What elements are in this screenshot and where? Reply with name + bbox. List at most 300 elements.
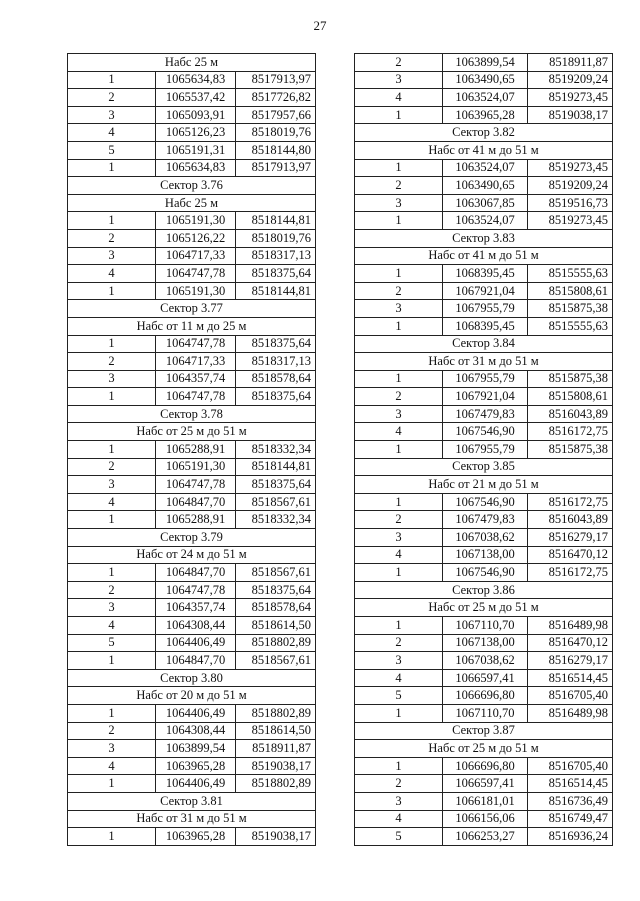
coord-y: 8515875,38 — [528, 300, 613, 318]
coord-y: 8519038,17 — [236, 828, 316, 846]
section-header-row — [355, 740, 613, 758]
point-number: 2 — [355, 511, 443, 529]
table-row — [355, 634, 613, 652]
coord-x: 1065191,30 — [156, 458, 236, 476]
coord-x: 1067138,00 — [443, 634, 528, 652]
table-row — [355, 194, 613, 212]
coord-y: 8518019,76 — [236, 124, 316, 142]
coord-y: 8519209,24 — [528, 71, 613, 89]
coord-y: 8515555,63 — [528, 265, 613, 283]
section-header-row — [68, 546, 316, 564]
table-row — [68, 282, 316, 300]
section-header: Сектор 3.76 — [68, 177, 316, 195]
section-header: Набс от 25 м до 51 м — [355, 740, 613, 758]
coord-x: 1063965,28 — [443, 106, 528, 124]
coord-y: 8518614,50 — [236, 722, 316, 740]
section-header: Набс от 25 м до 51 м — [355, 599, 613, 617]
page-number: 27 — [313, 18, 327, 33]
coord-x: 1063524,07 — [443, 212, 528, 230]
section-header: Сектор 3.85 — [355, 458, 613, 476]
coord-y: 8518144,81 — [236, 282, 316, 300]
table-row — [68, 71, 316, 89]
point-number: 1 — [355, 212, 443, 230]
coord-x: 1064747,78 — [156, 581, 236, 599]
coord-y: 8516279,17 — [528, 529, 613, 547]
coord-y: 8518578,64 — [236, 370, 316, 388]
coord-y: 8515808,61 — [528, 388, 613, 406]
coord-y: 8517913,97 — [236, 71, 316, 89]
coord-y: 8516514,45 — [528, 669, 613, 687]
coord-x: 1063524,07 — [443, 89, 528, 107]
table-row — [355, 757, 613, 775]
coord-x: 1064847,70 — [156, 564, 236, 582]
coord-x: 1065288,91 — [156, 441, 236, 459]
coord-x: 1063490,65 — [443, 71, 528, 89]
point-number: 2 — [355, 177, 443, 195]
section-header-row — [355, 229, 613, 247]
coord-y: 8518332,34 — [236, 511, 316, 529]
section-header: Набс от 25 м до 51 м — [68, 423, 316, 441]
coord-x: 1063965,28 — [156, 757, 236, 775]
table-row — [355, 652, 613, 670]
coord-y: 8518019,76 — [236, 229, 316, 247]
point-number: 1 — [68, 212, 156, 230]
section-header-row — [355, 581, 613, 599]
point-number: 1 — [355, 441, 443, 459]
coord-x: 1067138,00 — [443, 546, 528, 564]
section-header-row — [68, 687, 316, 705]
coord-y: 8518375,64 — [236, 335, 316, 353]
coord-y: 8518317,13 — [236, 353, 316, 371]
section-header-row — [68, 405, 316, 423]
coord-x: 1064308,44 — [156, 617, 236, 635]
table-row — [68, 599, 316, 617]
coord-x: 1064747,78 — [156, 476, 236, 494]
table-row — [355, 828, 613, 846]
coord-y: 8516470,12 — [528, 634, 613, 652]
point-number: 3 — [68, 106, 156, 124]
coordinate-table-right — [354, 53, 613, 846]
coord-x: 1064308,44 — [156, 722, 236, 740]
point-number: 3 — [68, 599, 156, 617]
table-row — [68, 704, 316, 722]
coord-y: 8519209,24 — [528, 177, 613, 195]
coord-x: 1065093,91 — [156, 106, 236, 124]
table-row — [355, 405, 613, 423]
point-number: 1 — [355, 617, 443, 635]
coord-y: 8518578,64 — [236, 599, 316, 617]
table-row — [355, 775, 613, 793]
point-number: 2 — [68, 458, 156, 476]
coord-x: 1068395,45 — [443, 265, 528, 283]
section-header: Сектор 3.84 — [355, 335, 613, 353]
section-header-row — [68, 177, 316, 195]
coord-x: 1067038,62 — [443, 529, 528, 547]
coord-x: 1063899,54 — [443, 54, 528, 72]
coord-x: 1065191,30 — [156, 282, 236, 300]
coord-y: 8516749,47 — [528, 810, 613, 828]
section-header-row — [355, 141, 613, 159]
point-number: 1 — [355, 564, 443, 582]
point-number: 1 — [355, 159, 443, 177]
table-row — [68, 265, 316, 283]
table-row — [68, 828, 316, 846]
coord-y: 8516172,75 — [528, 423, 613, 441]
coord-x: 1064406,49 — [156, 634, 236, 652]
coord-x: 1064847,70 — [156, 652, 236, 670]
section-header: Сектор 3.83 — [355, 229, 613, 247]
coord-x: 1065634,83 — [156, 159, 236, 177]
table-row — [68, 370, 316, 388]
table-row — [68, 106, 316, 124]
section-header: Сектор 3.86 — [355, 581, 613, 599]
coord-y: 8516172,75 — [528, 493, 613, 511]
section-header: Набс от 11 м до 25 м — [68, 317, 316, 335]
coord-y: 8519038,17 — [236, 757, 316, 775]
coord-y: 8516279,17 — [528, 652, 613, 670]
table-row — [68, 775, 316, 793]
point-number: 3 — [355, 792, 443, 810]
section-header-row — [355, 353, 613, 371]
coord-y: 8518567,61 — [236, 493, 316, 511]
section-header: Сектор 3.87 — [355, 722, 613, 740]
coord-x: 1063067,85 — [443, 194, 528, 212]
table-row — [68, 493, 316, 511]
section-header: Набс 25 м — [68, 194, 316, 212]
section-header-row — [68, 669, 316, 687]
coord-y: 8518567,61 — [236, 564, 316, 582]
table-row — [68, 141, 316, 159]
section-header-row — [68, 810, 316, 828]
coord-y: 8515875,38 — [528, 441, 613, 459]
table-row — [68, 159, 316, 177]
coord-x: 1067921,04 — [443, 388, 528, 406]
coord-y: 8518802,89 — [236, 775, 316, 793]
table-row — [68, 634, 316, 652]
table-row — [68, 757, 316, 775]
table-row — [68, 652, 316, 670]
point-number: 1 — [355, 317, 443, 335]
coord-y: 8518375,64 — [236, 388, 316, 406]
section-header: Набс от 31 м до 51 м — [68, 810, 316, 828]
point-number: 2 — [355, 634, 443, 652]
table-row — [68, 335, 316, 353]
section-header: Набс от 41 м до 51 м — [355, 247, 613, 265]
coord-x: 1067955,79 — [443, 441, 528, 459]
table-row — [355, 546, 613, 564]
table-row — [355, 212, 613, 230]
coord-y: 8519273,45 — [528, 89, 613, 107]
coord-x: 1064747,78 — [156, 388, 236, 406]
coord-x: 1064747,78 — [156, 265, 236, 283]
coord-x: 1065288,91 — [156, 511, 236, 529]
table-row — [355, 370, 613, 388]
section-header: Сектор 3.81 — [68, 792, 316, 810]
coord-x: 1064357,74 — [156, 599, 236, 617]
point-number: 1 — [68, 828, 156, 846]
table-row — [355, 441, 613, 459]
point-number: 2 — [355, 282, 443, 300]
point-number: 1 — [68, 564, 156, 582]
point-number: 4 — [355, 669, 443, 687]
coord-x: 1064717,33 — [156, 247, 236, 265]
coord-x: 1064847,70 — [156, 493, 236, 511]
coord-x: 1064357,74 — [156, 370, 236, 388]
section-header-row — [68, 54, 316, 72]
section-header: Набс от 31 м до 51 м — [355, 353, 613, 371]
table-row — [355, 71, 613, 89]
point-number: 1 — [68, 441, 156, 459]
table-row — [355, 704, 613, 722]
point-number: 5 — [68, 634, 156, 652]
point-number: 3 — [68, 476, 156, 494]
point-number: 1 — [68, 511, 156, 529]
coord-x: 1067110,70 — [443, 704, 528, 722]
point-number: 4 — [68, 617, 156, 635]
coord-y: 8519038,17 — [528, 106, 613, 124]
coord-y: 8516172,75 — [528, 564, 613, 582]
coord-x: 1065191,31 — [156, 141, 236, 159]
table-row — [68, 441, 316, 459]
table-row — [355, 159, 613, 177]
coord-y: 8518317,13 — [236, 247, 316, 265]
point-number: 1 — [68, 775, 156, 793]
section-header: Сектор 3.78 — [68, 405, 316, 423]
coord-y: 8519273,45 — [528, 159, 613, 177]
coord-x: 1067479,83 — [443, 405, 528, 423]
coord-x: 1068395,45 — [443, 317, 528, 335]
coord-y: 8518375,64 — [236, 581, 316, 599]
coord-y: 8518332,34 — [236, 441, 316, 459]
table-row — [68, 458, 316, 476]
point-number: 1 — [355, 704, 443, 722]
coord-x: 1064717,33 — [156, 353, 236, 371]
coord-x: 1065537,42 — [156, 89, 236, 107]
section-header-row — [68, 529, 316, 547]
coord-y: 8516489,98 — [528, 617, 613, 635]
section-header-row — [68, 317, 316, 335]
coord-x: 1067110,70 — [443, 617, 528, 635]
coord-y: 8515875,38 — [528, 370, 613, 388]
coord-y: 8519273,45 — [528, 212, 613, 230]
point-number: 2 — [355, 388, 443, 406]
point-number: 4 — [355, 89, 443, 107]
coord-y: 8516705,40 — [528, 757, 613, 775]
point-number: 3 — [355, 71, 443, 89]
coord-y: 8517726,82 — [236, 89, 316, 107]
point-number: 5 — [68, 141, 156, 159]
section-header-row — [355, 124, 613, 142]
coord-y: 8516043,89 — [528, 405, 613, 423]
point-number: 1 — [68, 704, 156, 722]
point-number: 3 — [355, 529, 443, 547]
table-row — [355, 669, 613, 687]
section-header: Набс 25 м — [68, 54, 316, 72]
coord-x: 1066181,01 — [443, 792, 528, 810]
section-header: Сектор 3.80 — [68, 669, 316, 687]
table-row — [68, 89, 316, 107]
point-number: 1 — [68, 652, 156, 670]
table-row — [68, 617, 316, 635]
coord-x: 1066597,41 — [443, 775, 528, 793]
point-number: 1 — [68, 335, 156, 353]
point-number: 1 — [355, 370, 443, 388]
coord-x: 1065126,23 — [156, 124, 236, 142]
table-row — [355, 810, 613, 828]
section-header: Набс от 20 м до 51 м — [68, 687, 316, 705]
point-number: 4 — [68, 124, 156, 142]
section-header-row — [355, 335, 613, 353]
table-row — [68, 229, 316, 247]
section-header: Набс от 21 м до 51 м — [355, 476, 613, 494]
table-row — [355, 300, 613, 318]
coord-x: 1063899,54 — [156, 740, 236, 758]
point-number: 2 — [68, 229, 156, 247]
table-row — [355, 388, 613, 406]
point-number: 1 — [355, 265, 443, 283]
point-number: 4 — [355, 423, 443, 441]
coord-x: 1063490,65 — [443, 177, 528, 195]
coord-x: 1063965,28 — [156, 828, 236, 846]
table-row — [68, 722, 316, 740]
point-number: 3 — [355, 652, 443, 670]
point-number: 3 — [355, 405, 443, 423]
table-row — [355, 177, 613, 195]
section-header: Набс от 24 м до 51 м — [68, 546, 316, 564]
table-row — [355, 564, 613, 582]
table-row — [355, 106, 613, 124]
point-number: 3 — [68, 740, 156, 758]
section-header-row — [355, 458, 613, 476]
point-number: 1 — [68, 159, 156, 177]
coord-x: 1067546,90 — [443, 564, 528, 582]
coord-x: 1066156,06 — [443, 810, 528, 828]
coord-y: 8516514,45 — [528, 775, 613, 793]
coord-y: 8518911,87 — [528, 54, 613, 72]
table-row — [68, 388, 316, 406]
point-number: 3 — [355, 300, 443, 318]
table-row — [68, 353, 316, 371]
point-number: 1 — [355, 493, 443, 511]
coord-x: 1067546,90 — [443, 493, 528, 511]
point-number: 5 — [355, 687, 443, 705]
point-number: 4 — [68, 757, 156, 775]
coord-y: 8518802,89 — [236, 704, 316, 722]
section-header-row — [68, 792, 316, 810]
table-row — [68, 124, 316, 142]
point-number: 3 — [68, 247, 156, 265]
coord-x: 1064747,78 — [156, 335, 236, 353]
section-header-row — [68, 300, 316, 318]
section-header: Сектор 3.77 — [68, 300, 316, 318]
coord-x: 1063524,07 — [443, 159, 528, 177]
coord-y: 8518375,64 — [236, 476, 316, 494]
coord-x: 1066696,80 — [443, 687, 528, 705]
coord-y: 8518144,81 — [236, 458, 316, 476]
section-header-row — [355, 722, 613, 740]
table-row — [68, 476, 316, 494]
coordinate-table-left — [67, 53, 316, 846]
coord-x: 1067038,62 — [443, 652, 528, 670]
coord-x: 1066253,27 — [443, 828, 528, 846]
coord-y: 8518144,80 — [236, 141, 316, 159]
coord-y: 8516705,40 — [528, 687, 613, 705]
table-row — [68, 511, 316, 529]
point-number: 2 — [355, 775, 443, 793]
point-number: 1 — [355, 106, 443, 124]
point-number: 2 — [68, 722, 156, 740]
coord-y: 8516936,24 — [528, 828, 613, 846]
point-number: 1 — [68, 282, 156, 300]
point-number: 1 — [68, 388, 156, 406]
coord-x: 1064406,49 — [156, 704, 236, 722]
point-number: 4 — [355, 546, 443, 564]
point-number: 1 — [355, 757, 443, 775]
table-row — [68, 740, 316, 758]
coord-y: 8517957,66 — [236, 106, 316, 124]
coord-x: 1065126,22 — [156, 229, 236, 247]
table-row — [355, 529, 613, 547]
coord-y: 8518614,50 — [236, 617, 316, 635]
point-number: 4 — [68, 493, 156, 511]
section-header-row — [68, 423, 316, 441]
table-row — [355, 265, 613, 283]
coord-y: 8518802,89 — [236, 634, 316, 652]
coord-y: 8516489,98 — [528, 704, 613, 722]
point-number: 3 — [355, 194, 443, 212]
coord-y: 8515555,63 — [528, 317, 613, 335]
coord-y: 8518375,64 — [236, 265, 316, 283]
point-number: 1 — [68, 71, 156, 89]
coord-x: 1067546,90 — [443, 423, 528, 441]
table-row — [355, 54, 613, 72]
table-row — [355, 317, 613, 335]
coord-x: 1065191,30 — [156, 212, 236, 230]
coord-y: 8518911,87 — [236, 740, 316, 758]
coord-y: 8518567,61 — [236, 652, 316, 670]
section-header-row — [355, 476, 613, 494]
coord-y: 8516043,89 — [528, 511, 613, 529]
coord-y: 8519516,73 — [528, 194, 613, 212]
point-number: 2 — [355, 54, 443, 72]
section-header-row — [355, 599, 613, 617]
point-number: 2 — [68, 89, 156, 107]
section-header: Сектор 3.79 — [68, 529, 316, 547]
point-number: 2 — [68, 581, 156, 599]
section-header: Сектор 3.82 — [355, 124, 613, 142]
coord-y: 8517913,97 — [236, 159, 316, 177]
coord-x: 1066696,80 — [443, 757, 528, 775]
table-row — [68, 212, 316, 230]
table-row — [68, 581, 316, 599]
coord-x: 1067479,83 — [443, 511, 528, 529]
table-row — [355, 687, 613, 705]
coord-y: 8518144,81 — [236, 212, 316, 230]
coord-y: 8515808,61 — [528, 282, 613, 300]
table-row — [355, 423, 613, 441]
table-row — [355, 89, 613, 107]
coord-x: 1067921,04 — [443, 282, 528, 300]
point-number: 3 — [68, 370, 156, 388]
table-row — [355, 282, 613, 300]
section-header-row — [355, 247, 613, 265]
table-row — [355, 792, 613, 810]
section-header: Набс от 41 м до 51 м — [355, 141, 613, 159]
coord-x: 1067955,79 — [443, 370, 528, 388]
point-number: 5 — [355, 828, 443, 846]
coord-x: 1067955,79 — [443, 300, 528, 318]
table-row — [355, 493, 613, 511]
